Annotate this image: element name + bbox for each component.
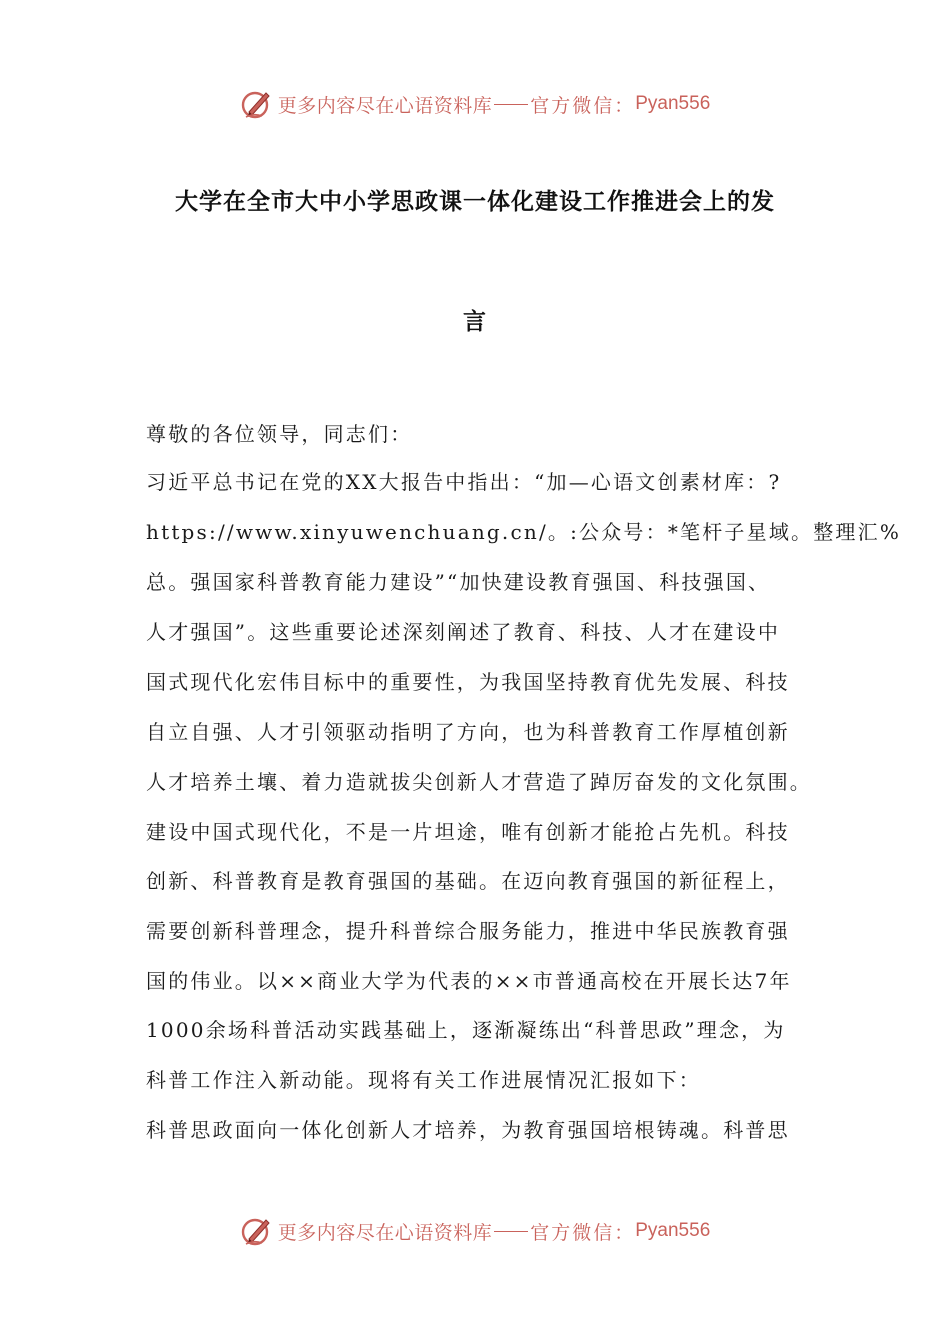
header-watermark-banner: [0, 84, 950, 124]
body-line: 科普思政面向一体化创新人才培养，为教育强国培根铸魂。科普思: [146, 1118, 790, 1142]
banner-wechat-id: Pyan556: [635, 1220, 711, 1241]
body-line: 尊敬的各位领导，同志们：: [146, 422, 413, 446]
body-line: 1000余场科普活动实践基础上，逐渐凝练出“科普思政”理念，为: [146, 1018, 786, 1042]
body-line: 创新、科普教育是教育强国的基础。在迈向教育强国的新征程上，: [146, 869, 790, 893]
body-line: 习近平总书记在党的XX大报告中指出：“加—心语文创素材库：?: [146, 470, 782, 494]
footer-watermark-banner: [0, 1211, 950, 1251]
pen-logo-icon: [240, 87, 274, 121]
body-line: 总。强国家科普教育能力建设”“加快建设教育强国、科技强国、: [146, 570, 771, 594]
banner-dash: [494, 1231, 528, 1232]
banner-dash: [494, 104, 528, 105]
body-line: 人才强国”。这些重要论述深刻阐述了教育、科技、人才在建设中: [146, 620, 781, 644]
body-line: 国的伟业。以××商业大学为代表的××市普通高校在开展长达7年: [146, 969, 792, 993]
body-line: https://www.xinyuwenchuang.cn/。:公众号：*笔杆子星域。整理汇%: [146, 520, 902, 544]
body-line: 国式现代化宏伟目标中的重要性，为我国坚持教育优先发展、科技: [146, 670, 790, 694]
document-title-line-2: 言: [463, 309, 487, 335]
body-line: 人才培养土壤、着力造就拔尖创新人才营造了踔厉奋发的文化氛围。: [146, 770, 812, 794]
banner-text: 更多内容尽在心语资料库: [277, 1221, 493, 1244]
pen-logo-icon: [240, 1214, 274, 1248]
banner-wechat-label: 官方微信：: [530, 94, 636, 117]
document-title-line-1: 大学在全市大中小学思政课一体化建设工作推进会上的发: [175, 189, 775, 215]
banner-wechat-id: Pyan556: [635, 93, 711, 114]
body-line: 需要创新科普理念，提升科普综合服务能力，推进中华民族教育强: [146, 919, 790, 943]
body-line: 科普工作注入新动能。现将有关工作进展情况汇报如下：: [146, 1068, 701, 1092]
banner-text: 更多内容尽在心语资料库: [277, 94, 493, 117]
banner-wechat-label: 官方微信：: [530, 1221, 636, 1244]
body-line: 自立自强、人才引领驱动指明了方向，也为科普教育工作厚植创新: [146, 720, 790, 744]
body-line: 建设中国式现代化，不是一片坦途，唯有创新才能抢占先机。科技: [146, 820, 790, 844]
